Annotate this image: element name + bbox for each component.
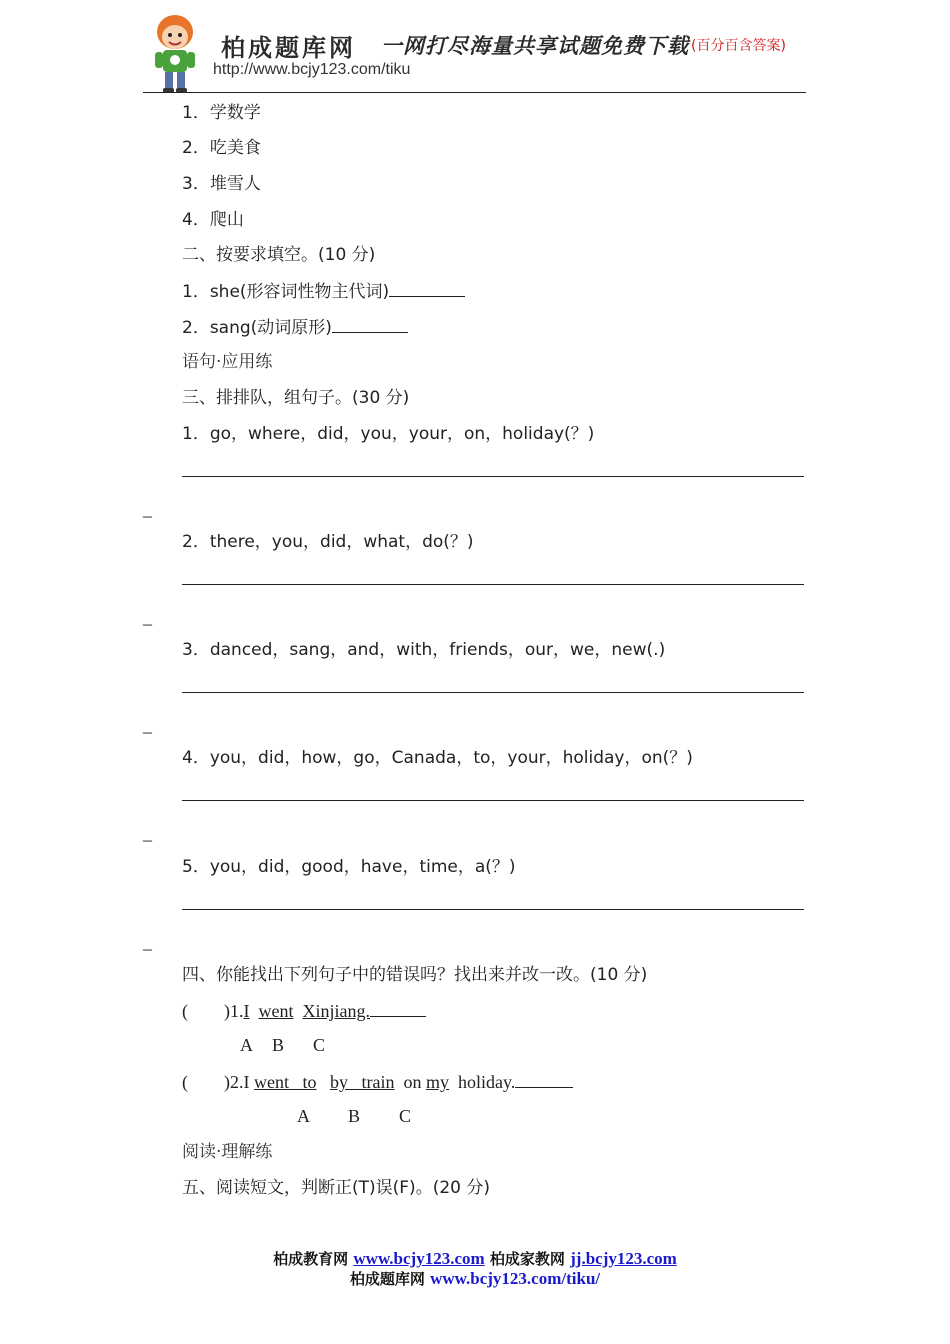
- error-word-b: by train: [330, 1072, 395, 1092]
- banner-url: http://www.bcjy123.com/tiku: [213, 61, 411, 78]
- option-label-c: C: [399, 1106, 412, 1126]
- error-word-c: my: [426, 1072, 450, 1092]
- option-label-b: B: [272, 1035, 285, 1055]
- footer-line-1: [0, 1248, 950, 1269]
- option-label-a: A: [297, 1106, 310, 1126]
- footer-line-2: [0, 1268, 950, 1289]
- footer-label: 柏成教育网: [273, 1250, 349, 1268]
- footer-label: 柏成题库网: [349, 1270, 425, 1288]
- question-1: 1．go，where，did，you，your，on，holiday(？): [182, 424, 595, 444]
- plain-word: on: [403, 1072, 422, 1092]
- line-continuation: _: [143, 715, 152, 735]
- answer-paren: ( )1.: [182, 1001, 244, 1021]
- error-word-a: went to: [253, 1072, 317, 1092]
- correction-blank-1[interactable]: [370, 1000, 426, 1017]
- practice-label: 语句·应用练: [182, 352, 273, 372]
- section-heading-4: 四、你能找出下列句子中的错误吗？找出来并改一改。(10 分): [182, 965, 648, 985]
- fill-item-2: [182, 316, 408, 339]
- practice-label: 阅读·理解练: [182, 1142, 273, 1162]
- header-banner: [143, 8, 806, 92]
- plain-word: holiday.: [458, 1072, 516, 1092]
- line-continuation: _: [143, 607, 152, 627]
- slogan-tag: (百分百含答案): [691, 38, 786, 54]
- question-5: 5．you，did，good，have，time，a(？): [182, 857, 516, 877]
- error-word-b: went: [258, 1001, 294, 1021]
- list-item: 2．吃美食: [182, 138, 261, 158]
- option-label-a: A: [240, 1035, 253, 1055]
- question-4: 4．you，did，how，go，Canada，to，your，holiday，on(？): [182, 748, 693, 768]
- fill-blank-1[interactable]: [389, 280, 465, 297]
- question-3: 3．danced，sang，and，with，friends，our，we，new(.): [182, 640, 666, 660]
- answer-line-2[interactable]: [182, 584, 804, 585]
- section-heading-5: 五、阅读短文，判断正(T)误(F)。(20 分): [182, 1178, 490, 1198]
- footer-link-tutor[interactable]: jj.bcjy123.com: [570, 1249, 677, 1268]
- error-word-a: I: [243, 1001, 250, 1021]
- site-name: 柏成题库网: [221, 33, 356, 62]
- mascot-logo-icon: [145, 10, 209, 94]
- correction-blank-2[interactable]: [515, 1071, 573, 1088]
- fill-item-2-prompt: 2．sang(动词原形): [182, 318, 332, 338]
- error-item-2: [182, 1071, 573, 1093]
- error-word-c: Xinjiang.: [302, 1001, 370, 1021]
- section-heading-3: 三、排排队，组句子。(30 分): [182, 388, 410, 408]
- section-heading-2: 二、按要求填空。(10 分): [182, 245, 376, 265]
- line-continuation: _: [143, 499, 152, 519]
- fill-item-1: [182, 280, 465, 303]
- answer-line-4[interactable]: [182, 800, 804, 801]
- question-2: 2．there，you，did，what，do(？): [182, 532, 474, 552]
- fill-item-1-prompt: 1．she(形容词性物主代词): [182, 282, 390, 302]
- list-item: 1．学数学: [182, 103, 261, 123]
- footer-link-tiku[interactable]: www.bcjy123.com/tiku/: [430, 1269, 601, 1288]
- slogan: 一网打尽海量共享试题免费下载: [381, 33, 689, 58]
- line-continuation: _: [143, 932, 152, 952]
- footer-link-edu[interactable]: www.bcjy123.com: [353, 1249, 485, 1268]
- footer-label: 柏成家教网: [489, 1250, 565, 1268]
- answer-line-5[interactable]: [182, 909, 804, 910]
- list-item: 3．堆雪人: [182, 174, 261, 194]
- fill-blank-2[interactable]: [332, 316, 408, 333]
- option-label-c: C: [313, 1035, 326, 1055]
- list-item: 4．爬山: [182, 210, 244, 230]
- answer-paren: ( )2.I: [182, 1072, 254, 1092]
- header-divider: [143, 92, 806, 93]
- error-item-1: [182, 1000, 426, 1022]
- line-continuation: _: [143, 823, 152, 843]
- answer-line-1[interactable]: [182, 476, 804, 477]
- answer-line-3[interactable]: [182, 692, 804, 693]
- option-label-b: B: [348, 1106, 361, 1126]
